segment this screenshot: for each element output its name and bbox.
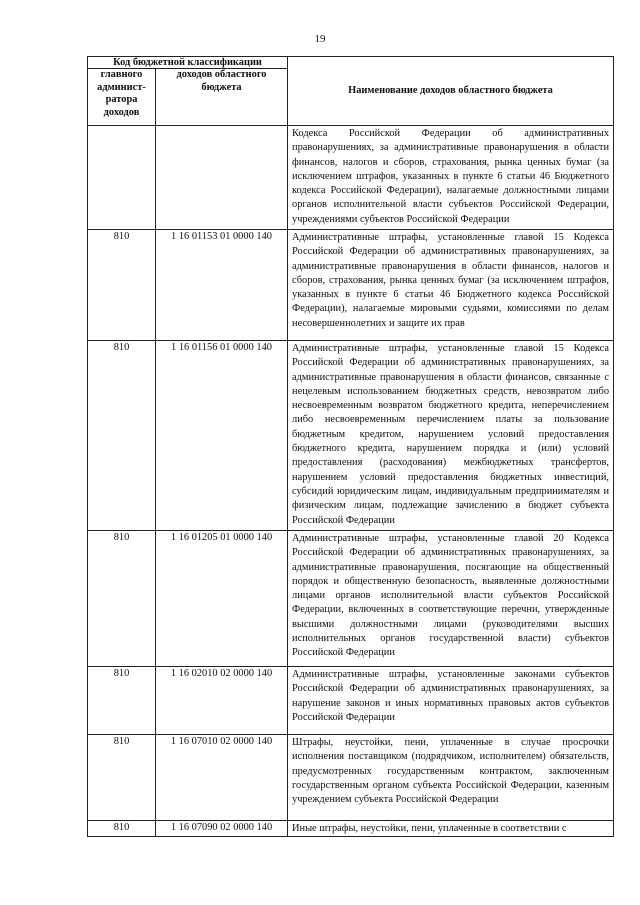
- page-number: 19: [314, 33, 326, 45]
- revenue-code-cell: 1 16 07090 02 0000 140: [156, 821, 288, 837]
- revenue-name-cell: Административные штрафы, установленные главой 20 Кодекса Российской Федерации об административных правонарушениях, за административные правонарушения, посягающие на общественный порядок и общественную безопасность, выявленные должностными лицами органов исполнительной власти субъектов Российской Федерации, включенных в соответствующие перечни, утвержденные высшими должностными лицами (руководителями высших исполнительных органов государственной власти) субъектов Российской Федерации: [288, 531, 614, 667]
- revenue-code-cell: 1 16 01156 01 0000 140: [156, 341, 288, 531]
- table-row: [88, 230, 614, 341]
- table-row: [88, 531, 614, 667]
- revenue-code-cell: [156, 126, 288, 230]
- admin-code-cell: 810: [88, 531, 156, 667]
- header-budget-classification-code: Код бюджетной классификации: [88, 57, 288, 69]
- header-revenue-name: Наименование доходов областного бюджета: [288, 57, 614, 126]
- table-row: [88, 341, 614, 531]
- table-row: [88, 667, 614, 735]
- revenue-code-cell: 1 16 02010 02 0000 140: [156, 667, 288, 735]
- admin-code-cell: 810: [88, 821, 156, 837]
- header-chief-administrator: главного админист-ратора доходов: [88, 69, 156, 126]
- revenue-name-cell: Административные штрафы, установленные законами субъектов Российской Федерации об административных правонарушениях, за нарушение законов и иных нормативных правовых актов субъектов Российской Федерации: [288, 667, 614, 735]
- admin-code-cell: 810: [88, 341, 156, 531]
- revenue-name-cell: Штрафы, неустойки, пени, уплаченные в случае просрочки исполнения поставщиком (подрядчиком, исполнителем) обязательств, предусмотренных государственным контрактом, заключенным государственным органом субъекта Российской Федерации, казенным учреждением субъекта Российской Федерации: [288, 735, 614, 821]
- revenue-name-cell: Административные штрафы, установленные главой 15 Кодекса Российской Федерации об административных правонарушениях, за административные правонарушения в области финансов, связанные с нецелевым использованием бюджетных средств, невозвратом либо несвоевременным возвратом бюджетного кредита, неперечислением либо несвоевременным перечислением платы за пользование бюджетным кредитом, нарушением условий предоставления бюджетного кредита, нарушением порядка и (или) условий предоставления (расходования) межбюджетных трансфертов, нарушением условий предоставления бюджетных инвестиций, субсидий юридическим лицам, индивидуальным предпринимателям и физическим лицам, подлежащие зачислению в бюджет субъекта Российской Федерации: [288, 341, 614, 531]
- revenue-name-cell: Кодекса Российской Федерации об административных правонарушениях, за административные правонарушения в области финансов, налогов и сборов, страхования, рынка ценных бумаг (за исключением штрафов, указанных в пункте 6 статьи 46 Бюджетного кодекса Российской Федерации), налагаемые должностными лицами органов исполнительной власти субъектов Российской Федерации, учреждениями субъектов Российской Федерации: [288, 126, 614, 230]
- revenue-code-cell: 1 16 07010 02 0000 140: [156, 735, 288, 821]
- table-row: [88, 735, 614, 821]
- revenue-name-cell: Административные штрафы, установленные главой 15 Кодекса Российской Федерации об административных правонарушениях, за административные правонарушения в области финансов, налогов и сборов, страхования, рынка ценных бумаг (за исключением штрафов, указанных в пункте 6 статьи 46 Бюджетного кодекса Российской Федерации), налагаемые мировыми судьями, комиссиями по делам несовершеннолетних и защите их прав: [288, 230, 614, 341]
- revenue-code-cell: 1 16 01153 01 0000 140: [156, 230, 288, 341]
- header-regional-budget-revenue: доходов областного бюджета: [156, 69, 288, 126]
- admin-code-cell: 810: [88, 230, 156, 341]
- revenue-code-cell: 1 16 01205 01 0000 140: [156, 531, 288, 667]
- budget-classification-table: [87, 56, 614, 837]
- table-row: [88, 126, 614, 230]
- admin-code-cell: 810: [88, 667, 156, 735]
- admin-code-cell: 810: [88, 735, 156, 821]
- table-row: [88, 821, 614, 837]
- admin-code-cell: [88, 126, 156, 230]
- revenue-name-cell: Иные штрафы, неустойки, пени, уплаченные в соответствии с: [288, 821, 614, 837]
